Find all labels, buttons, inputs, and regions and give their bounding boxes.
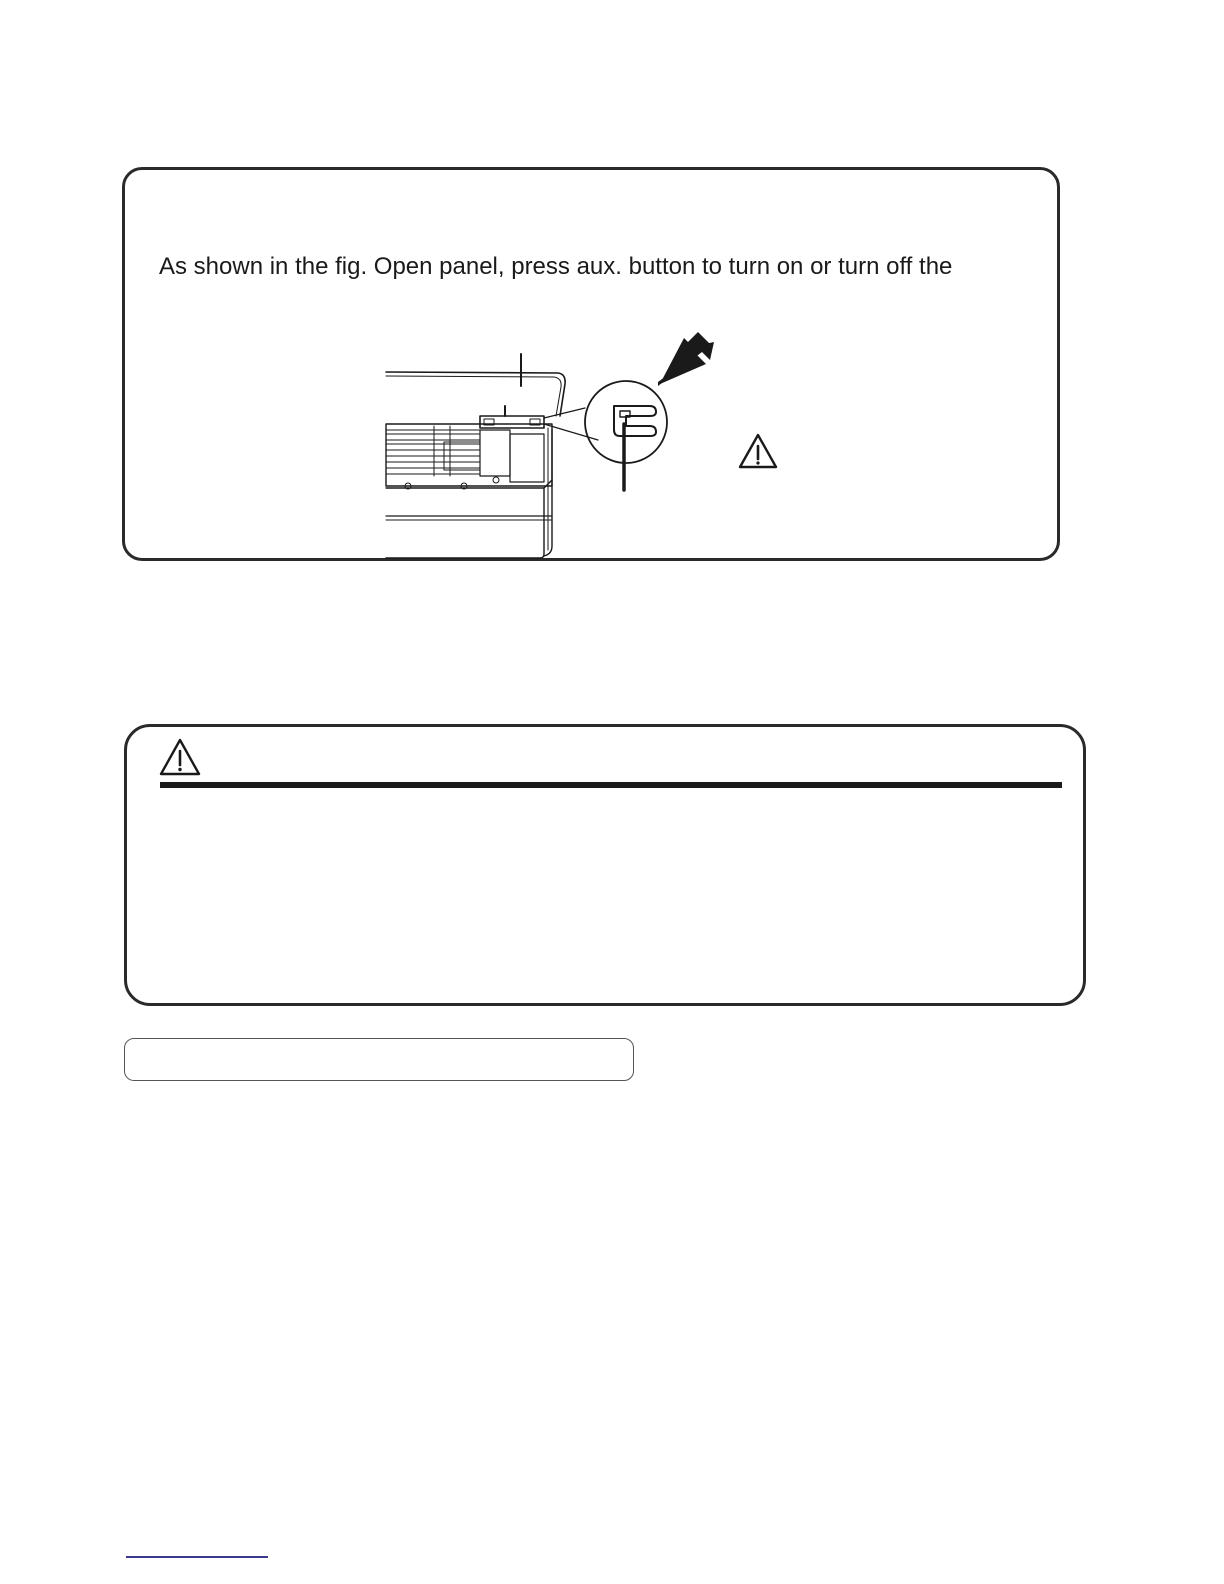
lower-casing-outline <box>386 488 544 558</box>
footer-divider <box>126 1556 268 1558</box>
caution-triangle-icon <box>158 737 202 777</box>
press-arrow-icon <box>662 332 710 380</box>
indoor-unit-figure <box>384 330 724 562</box>
front-panel-inner-edge <box>386 376 561 416</box>
caution-divider <box>160 782 1062 788</box>
button-housing <box>480 416 544 428</box>
section-heading-frame <box>124 1038 634 1081</box>
unit-body <box>386 424 552 486</box>
warning-triangle-icon <box>737 432 779 470</box>
callout-line-top <box>544 408 585 418</box>
caution-box <box>124 724 1086 1006</box>
front-panel-outline <box>386 372 565 416</box>
aux-button-instruction-text: As shown in the fig. Open panel, press aux. button to turn on or turn off the <box>159 253 953 280</box>
